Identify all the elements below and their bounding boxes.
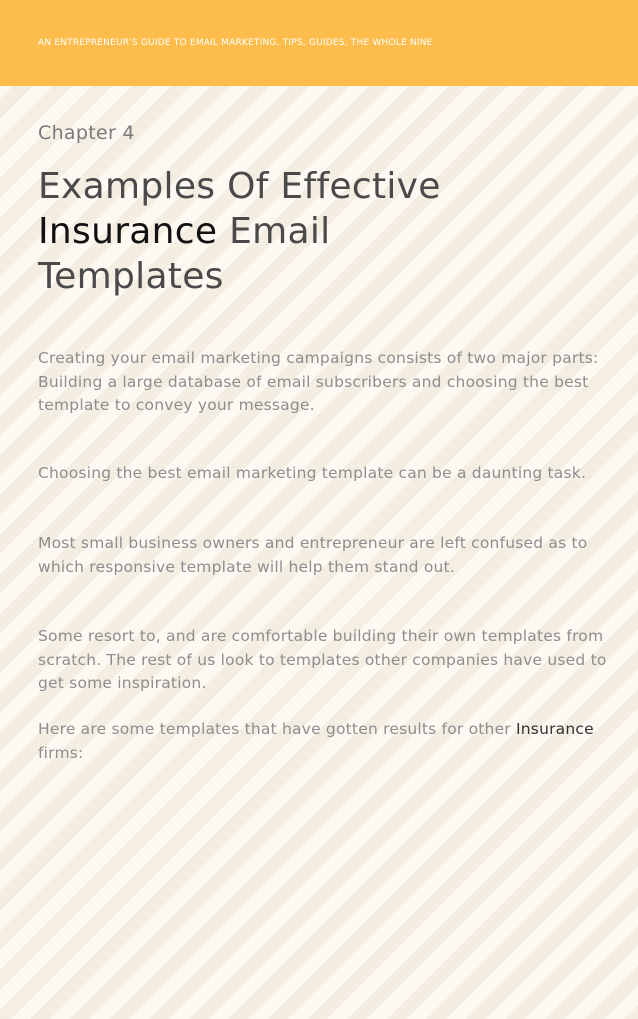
top-banner	[0, 0, 638, 86]
body-paragraph-1: Creating your email marketing campaigns consists of two major parts: Building a large database of email subscribers and choosing the best template to convey your message.	[38, 349, 599, 414]
paragraph-5-tail: firms:	[38, 743, 84, 762]
banner-tagline: AN ENTREPRENEUR'S GUIDE TO EMAIL MARKETING, TIPS, GUIDES, THE WHOLE NINE	[38, 38, 433, 48]
body-paragraph-2: Choosing the best email marketing template can be a daunting task.	[38, 464, 587, 482]
body-paragraph-5	[38, 718, 608, 765]
title-line-3: Templates	[38, 256, 224, 297]
title-line-2-rest: Email	[217, 211, 331, 252]
title-line-1: Examples Of Effective	[38, 166, 441, 207]
paragraph-5-lead: Here are some templates that have gotten results for other	[38, 720, 517, 738]
page-title	[38, 164, 608, 299]
title-emphasis: Insurance	[38, 211, 218, 252]
body-paragraph-3: Most small business owners and entrepreneur are left confused as to which responsive template will help them stand out.	[38, 534, 588, 576]
paragraph-5-emphasis: Insurance	[516, 720, 594, 738]
body-paragraph-4: Some resort to, and are comfortable building their own templates from scratch. The rest of us look to templates other companies have used to get some inspiration.	[38, 627, 607, 692]
chapter-label: Chapter 4	[38, 122, 135, 144]
